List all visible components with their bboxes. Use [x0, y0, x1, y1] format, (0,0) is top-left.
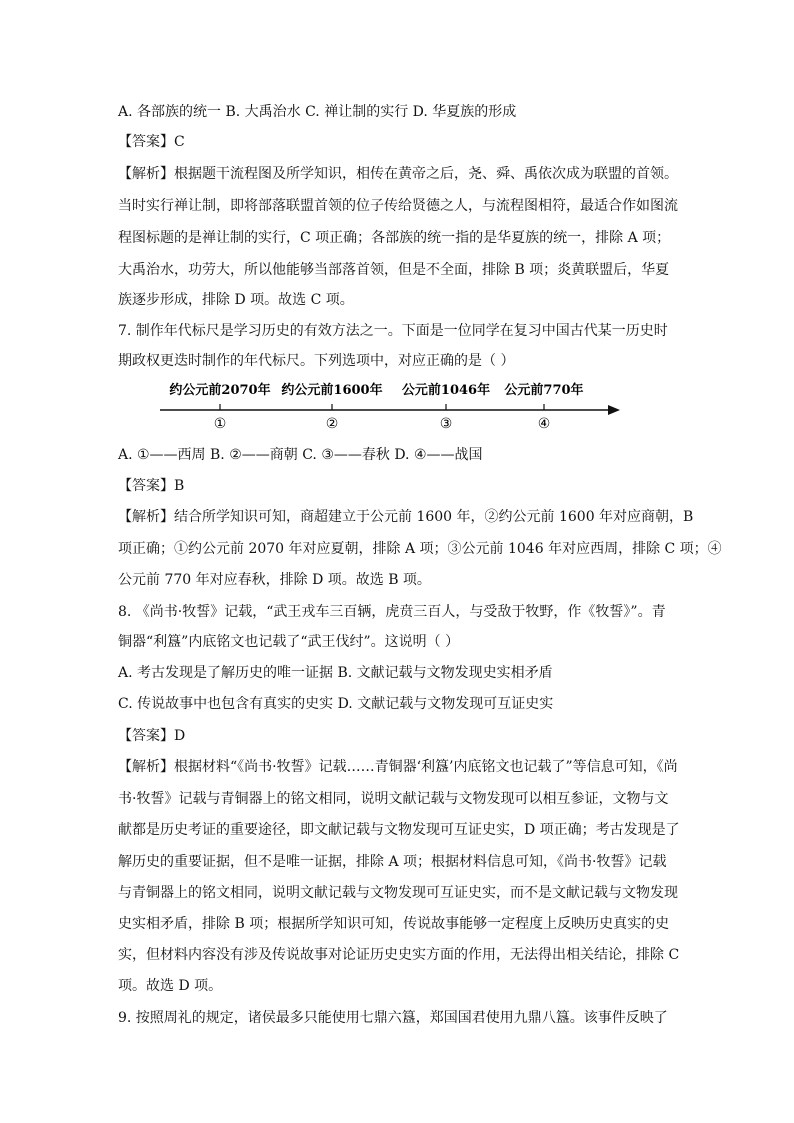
q8-answer: 【答案】D: [118, 728, 186, 744]
timeline-date-label: 公元前1046年: [401, 383, 491, 398]
timeline-marker: ④: [537, 416, 551, 432]
timeline-svg: [160, 378, 620, 432]
q7-options: A. ①——西周 B. ②——商朝 C. ③——春秋 D. ④——战国: [118, 447, 483, 463]
q8-analysis-line: 史实相矛盾，排除 B 项；根据所学知识可知，传说故事能够一定程度上反映历史真实的史: [118, 916, 670, 932]
q7-analysis-line: 项正确；①约公元前 2070 年对应夏朝，排除 A 项；③公元前 1046 年对应西周，排除 C 项；④: [118, 541, 722, 557]
timeline-marker: ③: [439, 416, 453, 432]
q8-analysis-line: 项。故选 D 项。: [118, 978, 223, 994]
timeline-marker: ①: [213, 416, 227, 432]
timeline-date-label: 约公元前2070年: [169, 383, 271, 398]
q8-option-line: A. 考古发现是了解历史的唯一证据 B. 文献记载与文物发现史实相矛盾: [118, 665, 553, 681]
q6-analysis-line: 大禹治水，功劳大，所以他能够当部落首领，但是不全面，排除 B 项；炎黄联盟后，华夏: [118, 262, 670, 278]
q8-analysis-line: 书·牧誓》记载与青铜器上的铭文相同，说明文献记载与文物发现可以相互参证，文物与文: [118, 791, 669, 807]
q7-answer: 【答案】B: [118, 478, 185, 494]
q7-analysis-line: 【解析】结合所学知识可知，商超建立于公元前 1600 年，②约公元前 1600 年对应商朝，B: [118, 509, 694, 525]
q8-analysis-line: 与青铜器上的铭文相同，说明文献记载与文物发现可互证史实，而不是文献记载与文物发现: [118, 885, 678, 901]
q7-analysis-line: 公元前 770 年对应春秋，排除 D 项。故选 B 项。: [118, 572, 431, 588]
q7-stem-line: 7. 制作年代标尺是学习历史的有效方法之一。下面是一位同学在复习中国古代某一历史时: [118, 323, 668, 339]
q8-stem-line: 铜器“利簋”内底铭文也记载了“武王伐纣”。这说明（ ）: [118, 634, 460, 650]
q9-stem-line: 9. 按照周礼的规定，诸侯最多只能使用七鼎六簋，郑国国君使用九鼎八簋。该事件反映了: [118, 1010, 668, 1026]
q6-analysis-line: 程图标题的是禅让制的实行，C 项正确；各部族的统一指的是华夏族的统一，排除 A 项；: [118, 230, 671, 246]
q6-analysis-line: 当时实行禅让制，即将部落联盟首领的位子传给贤德之人，与流程图相符，最适合作如图流: [118, 198, 678, 214]
q8-option-line: C. 传说故事中也包含有真实的史实 D. 文献记载与文物发现可互证史实: [118, 696, 554, 712]
timeline-marker: ②: [325, 416, 339, 432]
q6-options: A. 各部族的统一 B. 大禹治水 C. 禅让制的实行 D. 华夏族的形成: [118, 104, 517, 120]
timeline-date-label: 公元前770年: [504, 383, 584, 398]
q8-analysis-line: 【解析】根据材料“《尚书·牧誓》记载……青铜器‘利簋’内底铭文也记载了”等信息可知，《尚: [118, 759, 678, 775]
timeline-date-label: 约公元前1600年: [281, 383, 383, 398]
q7-stem-line: 期政权更迭时制作的年代标尺。下列选项中，对应正确的是（ ）: [118, 353, 515, 369]
q6-analysis-line: 族逐步形成，排除 D 项。故选 C 项。: [118, 292, 354, 308]
q6-analysis-line: 【解析】根据题干流程图及所学知识，相传在黄帝之后，尧、舜、禹依次成为联盟的首领。: [118, 166, 678, 182]
q8-analysis-line: 解历史的重要证据，但不是唯一证据，排除 A 项；根据材料信息可知，《尚书·牧誓》记载: [118, 854, 667, 870]
q6-answer: 【答案】C: [118, 134, 185, 150]
q8-stem-line: 8. 《尚书·牧誓》记载，“武王戎车三百辆，虎贲三百人，与受敌于牧野，作《牧誓》”。青: [118, 604, 666, 620]
q8-analysis-line: 献都是历史考证的重要途径，即文献记载与文物发现可互证史实，D 项正确；考古发现是了: [118, 822, 680, 838]
q7-timeline: [160, 378, 620, 432]
timeline-arrowhead: [608, 405, 620, 415]
q8-analysis-line: 实，但材料内容没有涉及传说故事对论证历史史实方面的作用，无法得出相关结论，排除 C: [118, 947, 680, 963]
